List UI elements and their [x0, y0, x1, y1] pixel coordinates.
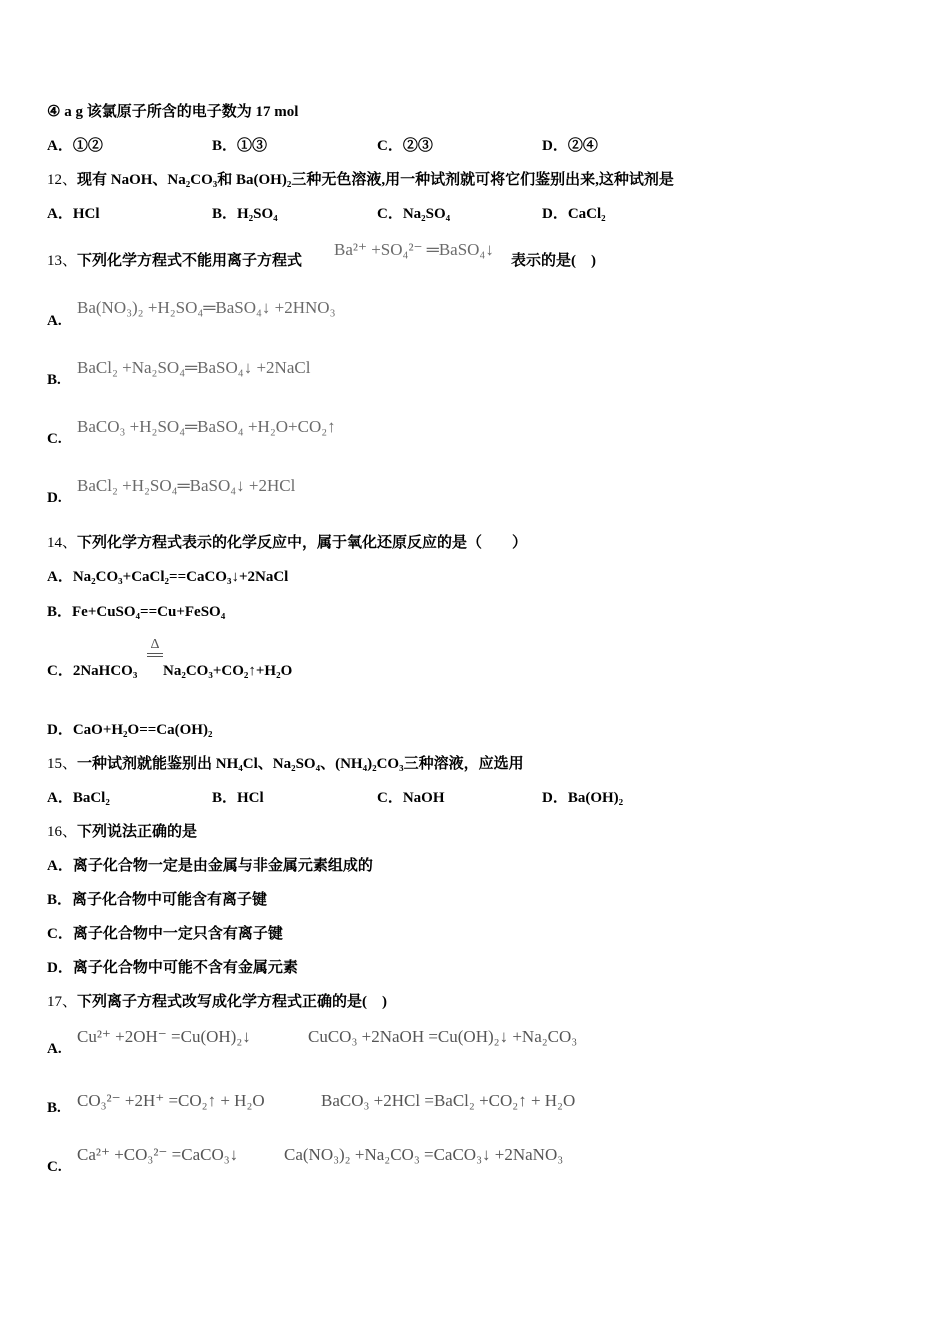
- q13-option-a-equation: Ba(NO₃)₂ +H₂SO₄═BaSO₄↓ +2HNO₃: [77, 298, 336, 317]
- q15-stem: [47, 755, 524, 773]
- delta-symbol: Δ: [150, 637, 160, 652]
- q11-option-d: D．②④: [542, 138, 598, 154]
- q13-option-d-equation: BaCl₂ +H₂SO₄═BaSO₄↓ +2HCl: [77, 476, 296, 495]
- q13-option-b-label: B.: [47, 372, 61, 388]
- question-text: 下列化学方程式表示的化学反应中，属于氧化还原反应的是（ ）: [77, 535, 528, 551]
- q14-stem: [47, 534, 527, 552]
- question-text: 下列离子方程式改写成化学方程式正确的是( ): [77, 994, 388, 1010]
- q13-stem-end: 表示的是( ): [511, 253, 596, 269]
- question-text: 一种试剂就能鉴别出 NH₄Cl、Na₂SO₄、(NH₄)₂CO₃三种溶液，应选用: [77, 756, 524, 772]
- question-number: 15、: [47, 756, 78, 772]
- q11-option-b: B．①③: [212, 138, 268, 154]
- question-text: 下列化学方程式不能用离子方程式: [77, 253, 303, 269]
- question-number: 13、: [47, 253, 78, 269]
- q11-option-c: C．②③: [377, 138, 433, 154]
- q14-option-a: A．Na₂CO₃+CaCl₂==CaCO₃↓+2NaCl: [47, 569, 289, 585]
- q16-option-c: C．离子化合物中一定只含有离子键: [47, 926, 283, 942]
- q13-option-c-label: C.: [47, 431, 62, 447]
- q11-option-a: A．①②: [47, 138, 103, 154]
- q15-option-b: B．HCl: [212, 790, 264, 806]
- q13-option-a-label: A.: [47, 313, 62, 329]
- q11-statement-4: ④ a g 该氯原子所含的电子数为 17 mol: [47, 104, 299, 120]
- q17-option-c-equation: Ca(NO₃)₂ +Na₂CO₃ =CaCO₃↓ +2NaNO₃: [284, 1145, 564, 1164]
- q17-option-a-ionic: Cu²⁺ +2OH⁻ =Cu(OH)₂↓: [77, 1027, 251, 1046]
- q17-option-b-ionic: CO₃²⁻ +2H⁺ =CO₂↑ + H₂O: [77, 1091, 265, 1110]
- question-text: 现有 NaOH、Na₂CO₃和 Ba(OH)₂三种无色溶液,用一种试剂就可将它们鉴别出来,这种试剂是: [77, 172, 674, 188]
- question-number: 12、: [47, 172, 78, 188]
- q16-stem: [47, 823, 197, 841]
- heat-condition: [147, 639, 163, 657]
- q14-option-d: D．CaO+H₂O==Ca(OH)₂: [47, 722, 213, 738]
- q12-option-a: A．HCl: [47, 206, 100, 222]
- q17-option-b-label: B.: [47, 1100, 61, 1116]
- q13-option-c-equation: BaCO₃ +H₂SO₄═BaSO₄ +H₂O+CO₂↑: [77, 417, 336, 436]
- q14-option-b: B．Fe+CuSO₄==Cu+FeSO₄: [47, 604, 226, 620]
- q17-option-a-label: A.: [47, 1041, 62, 1057]
- q17-option-c-label: C.: [47, 1159, 62, 1175]
- q13-stem: [47, 252, 302, 270]
- q13-option-b-equation: BaCl₂ +Na₂SO₄═BaSO₄↓ +2NaCl: [77, 358, 311, 377]
- q17-option-a-equation: CuCO₃ +2NaOH =Cu(OH)₂↓ +Na₂CO₃: [308, 1027, 578, 1046]
- q13-ionic-equation: Ba²⁺ +SO₄²⁻ ═BaSO₄↓: [334, 240, 494, 259]
- q17-stem: [47, 993, 387, 1011]
- q12-option-d: D．CaCl₂: [542, 206, 606, 222]
- q15-option-a: A．BaCl₂: [47, 790, 110, 806]
- q15-option-c: C．NaOH: [377, 790, 445, 806]
- q16-option-d: D．离子化合物中可能不含有金属元素: [47, 960, 298, 976]
- q17-option-b-equation: BaCO₃ +2HCl =BaCl₂ +CO₂↑ + H₂O: [321, 1091, 576, 1110]
- question-number: 17、: [47, 994, 78, 1010]
- q12-option-b: B．H₂SO₄: [212, 206, 278, 222]
- q13-option-d-label: D.: [47, 490, 62, 506]
- q15-option-d: D．Ba(OH)₂: [542, 790, 624, 806]
- question-number: 16、: [47, 824, 78, 840]
- q12-option-c: C．Na₂SO₄: [377, 206, 451, 222]
- q12-stem: [47, 171, 674, 189]
- q16-option-a: A．离子化合物一定是由金属与非金属元素组成的: [47, 858, 373, 874]
- q17-option-c-ionic: Ca²⁺ +CO₃²⁻ =CaCO₃↓: [77, 1145, 239, 1164]
- q14-option-c-products: Na₂CO₃+CO₂↑+H₂O: [163, 663, 293, 679]
- q16-option-b: B．离子化合物中可能含有离子键: [47, 892, 268, 908]
- question-text: 下列说法正确的是: [77, 824, 198, 840]
- question-number: 14、: [47, 535, 78, 551]
- q14-option-c: C．2NaHCO₃: [47, 663, 138, 679]
